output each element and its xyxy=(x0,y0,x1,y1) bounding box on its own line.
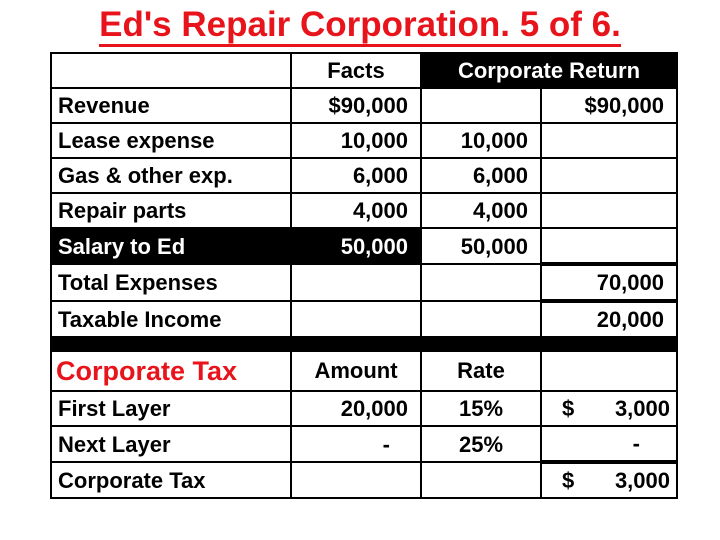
tax-row-rate xyxy=(421,462,541,498)
row-facts: 10,000 xyxy=(291,123,421,158)
row-col4 xyxy=(541,228,677,264)
tax-row-tax: - xyxy=(541,426,677,462)
divider-bar xyxy=(51,337,677,351)
row-label: Repair parts xyxy=(51,193,291,228)
tax-row-total xyxy=(51,462,677,498)
tax-header-label: Corporate Tax xyxy=(51,351,291,391)
row-label: Salary to Ed xyxy=(51,228,291,264)
row-col3: 10,000 xyxy=(421,123,541,158)
tax-row-tax-cell xyxy=(541,391,677,426)
tax-row-amount: 20,000 xyxy=(291,391,421,426)
tax-row-rate: 15% xyxy=(421,391,541,426)
tax-header-amount: Amount xyxy=(291,351,421,391)
row-col4 xyxy=(541,193,677,228)
section-divider xyxy=(51,337,677,351)
row-label: Gas & other exp. xyxy=(51,158,291,193)
tax-row-tax-cell xyxy=(541,462,677,498)
table-row xyxy=(51,88,677,123)
tax-row-rate: 25% xyxy=(421,426,541,462)
slide-title xyxy=(0,4,720,46)
row-facts: 4,000 xyxy=(291,193,421,228)
tax-row-label: Corporate Tax xyxy=(51,462,291,498)
tax-header-empty xyxy=(541,351,677,391)
row-label: Revenue xyxy=(51,88,291,123)
tax-row xyxy=(51,391,677,426)
row-label: Lease expense xyxy=(51,123,291,158)
row-facts xyxy=(291,301,421,337)
row-col3 xyxy=(421,264,541,301)
table-row xyxy=(51,193,677,228)
header-facts: Facts xyxy=(291,53,421,88)
row-label: Taxable Income xyxy=(51,301,291,337)
table-row xyxy=(51,158,677,193)
row-col3: 4,000 xyxy=(421,193,541,228)
row-col4 xyxy=(541,158,677,193)
table-row xyxy=(51,301,677,337)
row-col4: 70,000 xyxy=(541,264,677,301)
tax-row-amount xyxy=(291,462,421,498)
table-row-highlighted xyxy=(51,228,677,264)
header-empty-cell xyxy=(51,53,291,88)
row-col3: 6,000 xyxy=(421,158,541,193)
tax-dollar-sign: $ xyxy=(562,396,575,421)
tax-row-amount: - xyxy=(291,426,421,462)
tax-header-row xyxy=(51,351,677,391)
table-row xyxy=(51,264,677,301)
tax-header-rate: Rate xyxy=(421,351,541,391)
row-col4: 20,000 xyxy=(541,301,677,337)
slide-title-text: Ed's Repair Corporation. 5 of 6. xyxy=(99,5,621,47)
table-row xyxy=(51,123,677,158)
row-facts: $90,000 xyxy=(291,88,421,123)
row-facts xyxy=(291,264,421,301)
row-col3 xyxy=(421,301,541,337)
row-facts: 6,000 xyxy=(291,158,421,193)
tax-row-tax: 3,000 xyxy=(614,468,670,493)
row-col3 xyxy=(421,88,541,123)
row-col4: $90,000 xyxy=(541,88,677,123)
row-label: Total Expenses xyxy=(51,264,291,301)
tax-row-label: Next Layer xyxy=(51,426,291,462)
table-header-row xyxy=(51,53,677,88)
row-col3: 50,000 xyxy=(421,228,541,264)
row-facts: 50,000 xyxy=(291,228,421,264)
header-corporate-return: Corporate Return xyxy=(421,53,677,88)
tax-row-label: First Layer xyxy=(51,391,291,426)
tax-dollar-sign: $ xyxy=(562,468,575,493)
row-col4 xyxy=(541,123,677,158)
tax-row xyxy=(51,426,677,462)
income-table xyxy=(50,52,678,499)
tax-row-tax: 3,000 xyxy=(614,396,670,421)
